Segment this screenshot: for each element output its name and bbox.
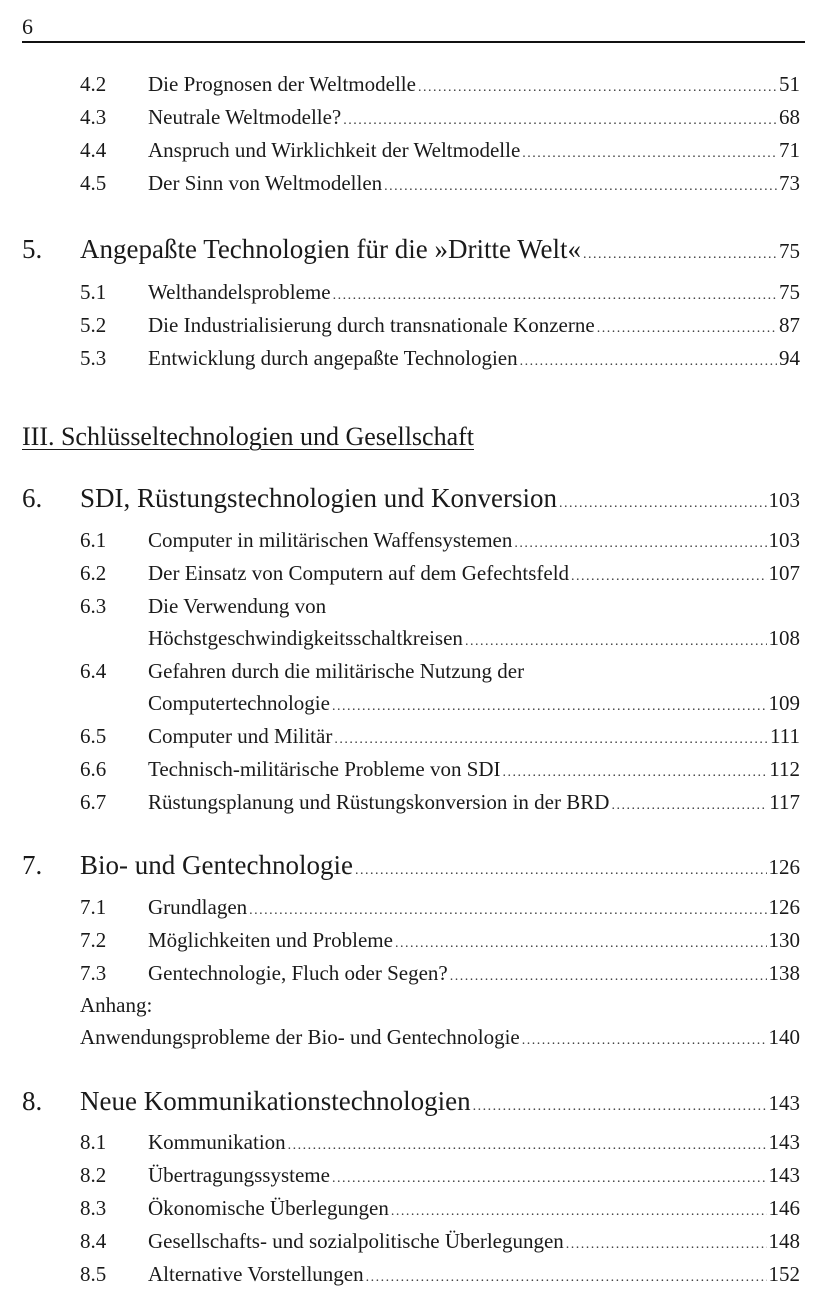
- entry-page: 109: [768, 691, 800, 715]
- entry-number: 5.1: [80, 280, 107, 304]
- entry-number: 4.2: [80, 72, 107, 96]
- dot-leader: [391, 1204, 767, 1220]
- chapter-number: 8.: [22, 1086, 43, 1116]
- entry-number: 5.2: [80, 313, 107, 337]
- entry-title: Computer und Militär: [148, 724, 333, 748]
- entry-page: 148: [768, 1229, 800, 1253]
- entry-title: Technisch-militärische Probleme von SDI: [148, 757, 501, 781]
- entry-title: Alternative Vorstellungen: [148, 1262, 364, 1286]
- dot-leader: [571, 569, 766, 585]
- entry-number: 8.3: [80, 1196, 107, 1220]
- entry-title: Ökonomische Überlegungen: [148, 1196, 389, 1220]
- entry-title: Höchstgeschwindigkeitsschaltkreisen: [148, 626, 463, 650]
- entry-number: 4.3: [80, 105, 107, 129]
- entry-page: 75: [779, 280, 800, 304]
- dot-leader: [334, 732, 768, 748]
- dot-leader: [583, 247, 777, 263]
- entry-number: 6.4: [80, 659, 107, 683]
- entry-page: 71: [779, 138, 800, 162]
- entry-title: Die Prognosen der Weltmodelle: [148, 72, 416, 96]
- entry-page: 152: [768, 1262, 800, 1286]
- dot-leader: [355, 863, 767, 879]
- entry-number: 8.5: [80, 1262, 107, 1286]
- entry-page: 87: [779, 313, 800, 337]
- entry-page: 130: [768, 928, 800, 952]
- dot-leader: [514, 536, 766, 552]
- dot-leader: [559, 496, 767, 512]
- chapter-page: 143: [768, 1091, 800, 1115]
- entry-page: 73: [779, 171, 800, 195]
- entry-title: Übertragungssysteme: [148, 1163, 330, 1187]
- chapter-number: 7.: [22, 850, 43, 880]
- chapter-page: 126: [768, 855, 800, 879]
- entry-number: 7.3: [80, 961, 107, 985]
- appendix-label: Anhang:: [80, 993, 153, 1017]
- entry-page: 126: [768, 895, 800, 919]
- entry-number: 4.4: [80, 138, 107, 162]
- chapter-number: 5.: [22, 234, 43, 264]
- dot-leader: [522, 1033, 767, 1049]
- entry-title: Gesellschafts- und sozialpolitische Überlegungen: [148, 1229, 564, 1253]
- dot-leader: [288, 1138, 767, 1154]
- header-rule: [22, 41, 805, 43]
- entry-title: Die Industrialisierung durch transnationale Konzerne: [148, 313, 595, 337]
- entry-page: 111: [770, 724, 800, 748]
- entry-number: 6.7: [80, 790, 107, 814]
- dot-leader: [465, 634, 767, 650]
- entry-page: 51: [779, 72, 800, 96]
- dot-leader: [249, 903, 766, 919]
- entry-number: 6.1: [80, 528, 107, 552]
- entry-page: 112: [769, 757, 800, 781]
- dot-leader: [366, 1270, 767, 1286]
- entry-page: 117: [769, 790, 800, 814]
- dot-leader: [522, 146, 777, 162]
- entry-number: 8.1: [80, 1130, 107, 1154]
- entry-number: 6.6: [80, 757, 107, 781]
- entry-title: Entwicklung durch angepaßte Technologien: [148, 346, 518, 370]
- entry-title: Anspruch und Wirklichkeit der Weltmodelle: [148, 138, 521, 162]
- entry-title: Neutrale Weltmodelle?: [148, 105, 342, 129]
- entry-title-line1: Die Verwendung von: [148, 594, 327, 618]
- dot-leader: [597, 321, 777, 337]
- entry-title: Computertechnologie: [148, 691, 330, 715]
- part-heading[interactable]: III. Schlüsseltechnologien und Gesellschaft: [22, 422, 474, 451]
- entry-title: Der Einsatz von Computern auf dem Gefechtsfeld: [148, 561, 570, 585]
- dot-leader: [611, 798, 767, 814]
- entry-page: 146: [768, 1196, 800, 1220]
- entry-title: Rüstungsplanung und Rüstungskonversion in der BRD: [148, 790, 610, 814]
- entry-title: Gentechnologie, Fluch oder Segen?: [148, 961, 448, 985]
- chapter-title: SDI, Rüstungstechnologien und Konversion: [80, 483, 557, 513]
- dot-leader: [418, 80, 777, 96]
- dot-leader: [473, 1099, 767, 1115]
- chapter-title: Neue Kommunikationstechnologien: [80, 1086, 471, 1116]
- entry-number: 6.5: [80, 724, 107, 748]
- appendix-page: 140: [768, 1025, 800, 1049]
- chapter-page: 103: [768, 488, 800, 512]
- entry-page: 138: [768, 961, 800, 985]
- dot-leader: [343, 113, 777, 129]
- entry-number: 7.2: [80, 928, 107, 952]
- chapter-title: Bio- und Gentechnologie: [80, 850, 353, 880]
- dot-leader: [520, 354, 777, 370]
- dot-leader: [384, 179, 777, 195]
- dot-leader: [566, 1237, 767, 1253]
- chapter-page: 75: [779, 239, 800, 263]
- entry-number: 4.5: [80, 171, 107, 195]
- entry-number: 8.4: [80, 1229, 107, 1253]
- entry-page: 68: [779, 105, 800, 129]
- entry-title: Der Sinn von Weltmodellen: [148, 171, 383, 195]
- dot-leader: [450, 969, 767, 985]
- entry-page: 143: [768, 1130, 800, 1154]
- entry-title: Computer in militärischen Waffensystemen: [148, 528, 513, 552]
- entry-number: 5.3: [80, 346, 107, 370]
- entry-number: 7.1: [80, 895, 107, 919]
- entry-page: 143: [768, 1163, 800, 1187]
- entry-title: Kommunikation: [148, 1130, 286, 1154]
- dot-leader: [332, 699, 767, 715]
- entry-page: 103: [768, 528, 800, 552]
- entry-page: 107: [768, 561, 800, 585]
- dot-leader: [332, 1171, 767, 1187]
- dot-leader: [503, 765, 768, 781]
- entry-title: Grundlagen: [148, 895, 248, 919]
- entry-title: Möglichkeiten und Probleme: [148, 928, 393, 952]
- entry-title: Welthandelsprobleme: [148, 280, 331, 304]
- entry-title-line1: Gefahren durch die militärische Nutzung der: [148, 659, 525, 683]
- chapter-number: 6.: [22, 483, 43, 513]
- entry-number: 6.3: [80, 594, 107, 618]
- entry-number: 8.2: [80, 1163, 107, 1187]
- entry-page: 108: [768, 626, 800, 650]
- entry-number: 6.2: [80, 561, 107, 585]
- chapter-title: Angepaßte Technologien für die »Dritte Welt«: [80, 234, 582, 264]
- appendix-title: Anwendungsprobleme der Bio- und Gentechnologie: [80, 1025, 520, 1049]
- dot-leader: [395, 936, 767, 952]
- entry-page: 94: [779, 346, 800, 370]
- page-number: 6: [22, 14, 33, 39]
- dot-leader: [333, 288, 777, 304]
